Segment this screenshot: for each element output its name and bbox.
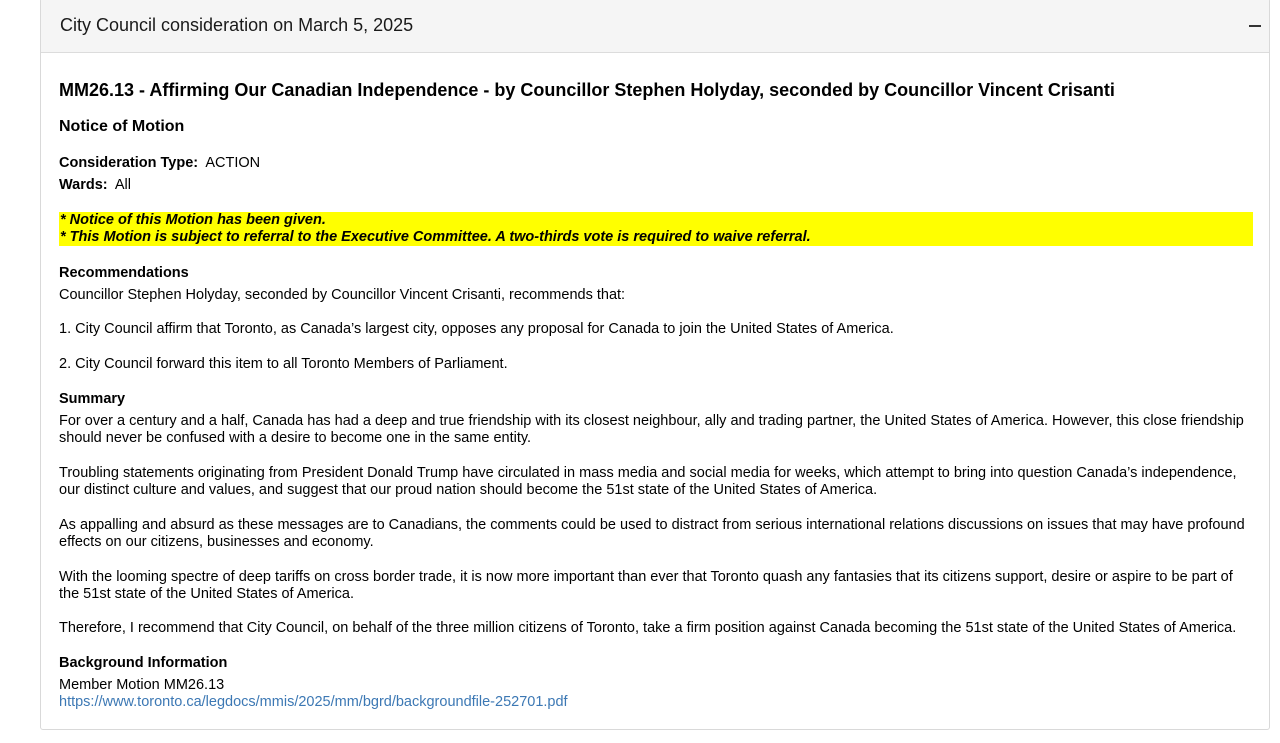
panel-header[interactable] [41,0,1269,53]
consideration-type [59,155,260,171]
wards-label: Wards: [59,177,108,193]
background-file-link[interactable]: https://www.toronto.ca/legdocs/mmis/2025/mm/bgrd/backgroundfile-252701.pdf [59,694,568,710]
notice-line-2: * This Motion is subject to referral to the Executive Committee. A two-thirds vote is required to waive referral. [60,229,811,245]
panel-title: City Council consideration on March 5, 2025 [60,15,414,35]
consideration-type-label: Consideration Type: [59,155,199,171]
item-type: Notice of Motion [59,118,185,135]
summary-paragraph: For over a century and a half, Canada has had a deep and true friendship with its closest neighbour, ally and trading partner, the United States of America. However, this close friendship should never be confused with a desire to become one in the same entity. [59,413,1244,446]
recommendation-item: 1. City Council affirm that Toronto, as Canada’s largest city, opposes any proposal for Canada to join the United States of America. [59,321,894,337]
item-title: MM26.13 - Affirming Our Canadian Independence - by Councillor Stephen Holyday, seconded by Councillor Vincent Crisanti [59,80,1115,100]
background-link-row [59,694,1253,711]
summary-paragraph: Troubling statements originating from President Donald Trump have circulated in mass media and social media for weeks, which attempt to bring into question Canada’s independence, our distinct culture and values, and suggest that our proud nation should become the 51st state of the United States of America. [59,465,1237,498]
background-label: Member Motion MM26.13 [59,677,225,693]
recommendations-intro: Councillor Stephen Holyday, seconded by Councillor Vincent Crisanti, recommends that: [59,287,626,303]
consideration-panel [40,0,1270,730]
summary-paragraph: As appalling and absurd as these messages are to Canadians, the comments could be used to distract from serious international relations discussions on issues that may have profound effects on our citizens, businesses and economy. [59,517,1245,550]
summary-paragraph: With the looming spectre of deep tariffs on cross border trade, it is now more important than ever that Toronto quash any fantasies that its citizens support, desire or aspire to be part of the 51st state of the United States of America. [59,569,1233,602]
wards [59,177,131,193]
summary-paragraph: Therefore, I recommend that City Council, on behalf of the three million citizens of Toronto, take a firm position against Canada becoming the 51st state of the United States of America. [59,620,1237,636]
notice-line-1: * Notice of this Motion has been given. [60,212,326,228]
recommendations-heading: Recommendations [59,265,189,281]
notice-box [59,212,1253,246]
summary-heading: Summary [59,391,126,407]
collapse-icon[interactable] [1247,15,1263,35]
consideration-type-value: ACTION [205,155,261,171]
wards-value: All [114,177,131,193]
recommendation-item: 2. City Council forward this item to all Toronto Members of Parliament. [59,356,508,372]
background-heading: Background Information [59,655,228,671]
